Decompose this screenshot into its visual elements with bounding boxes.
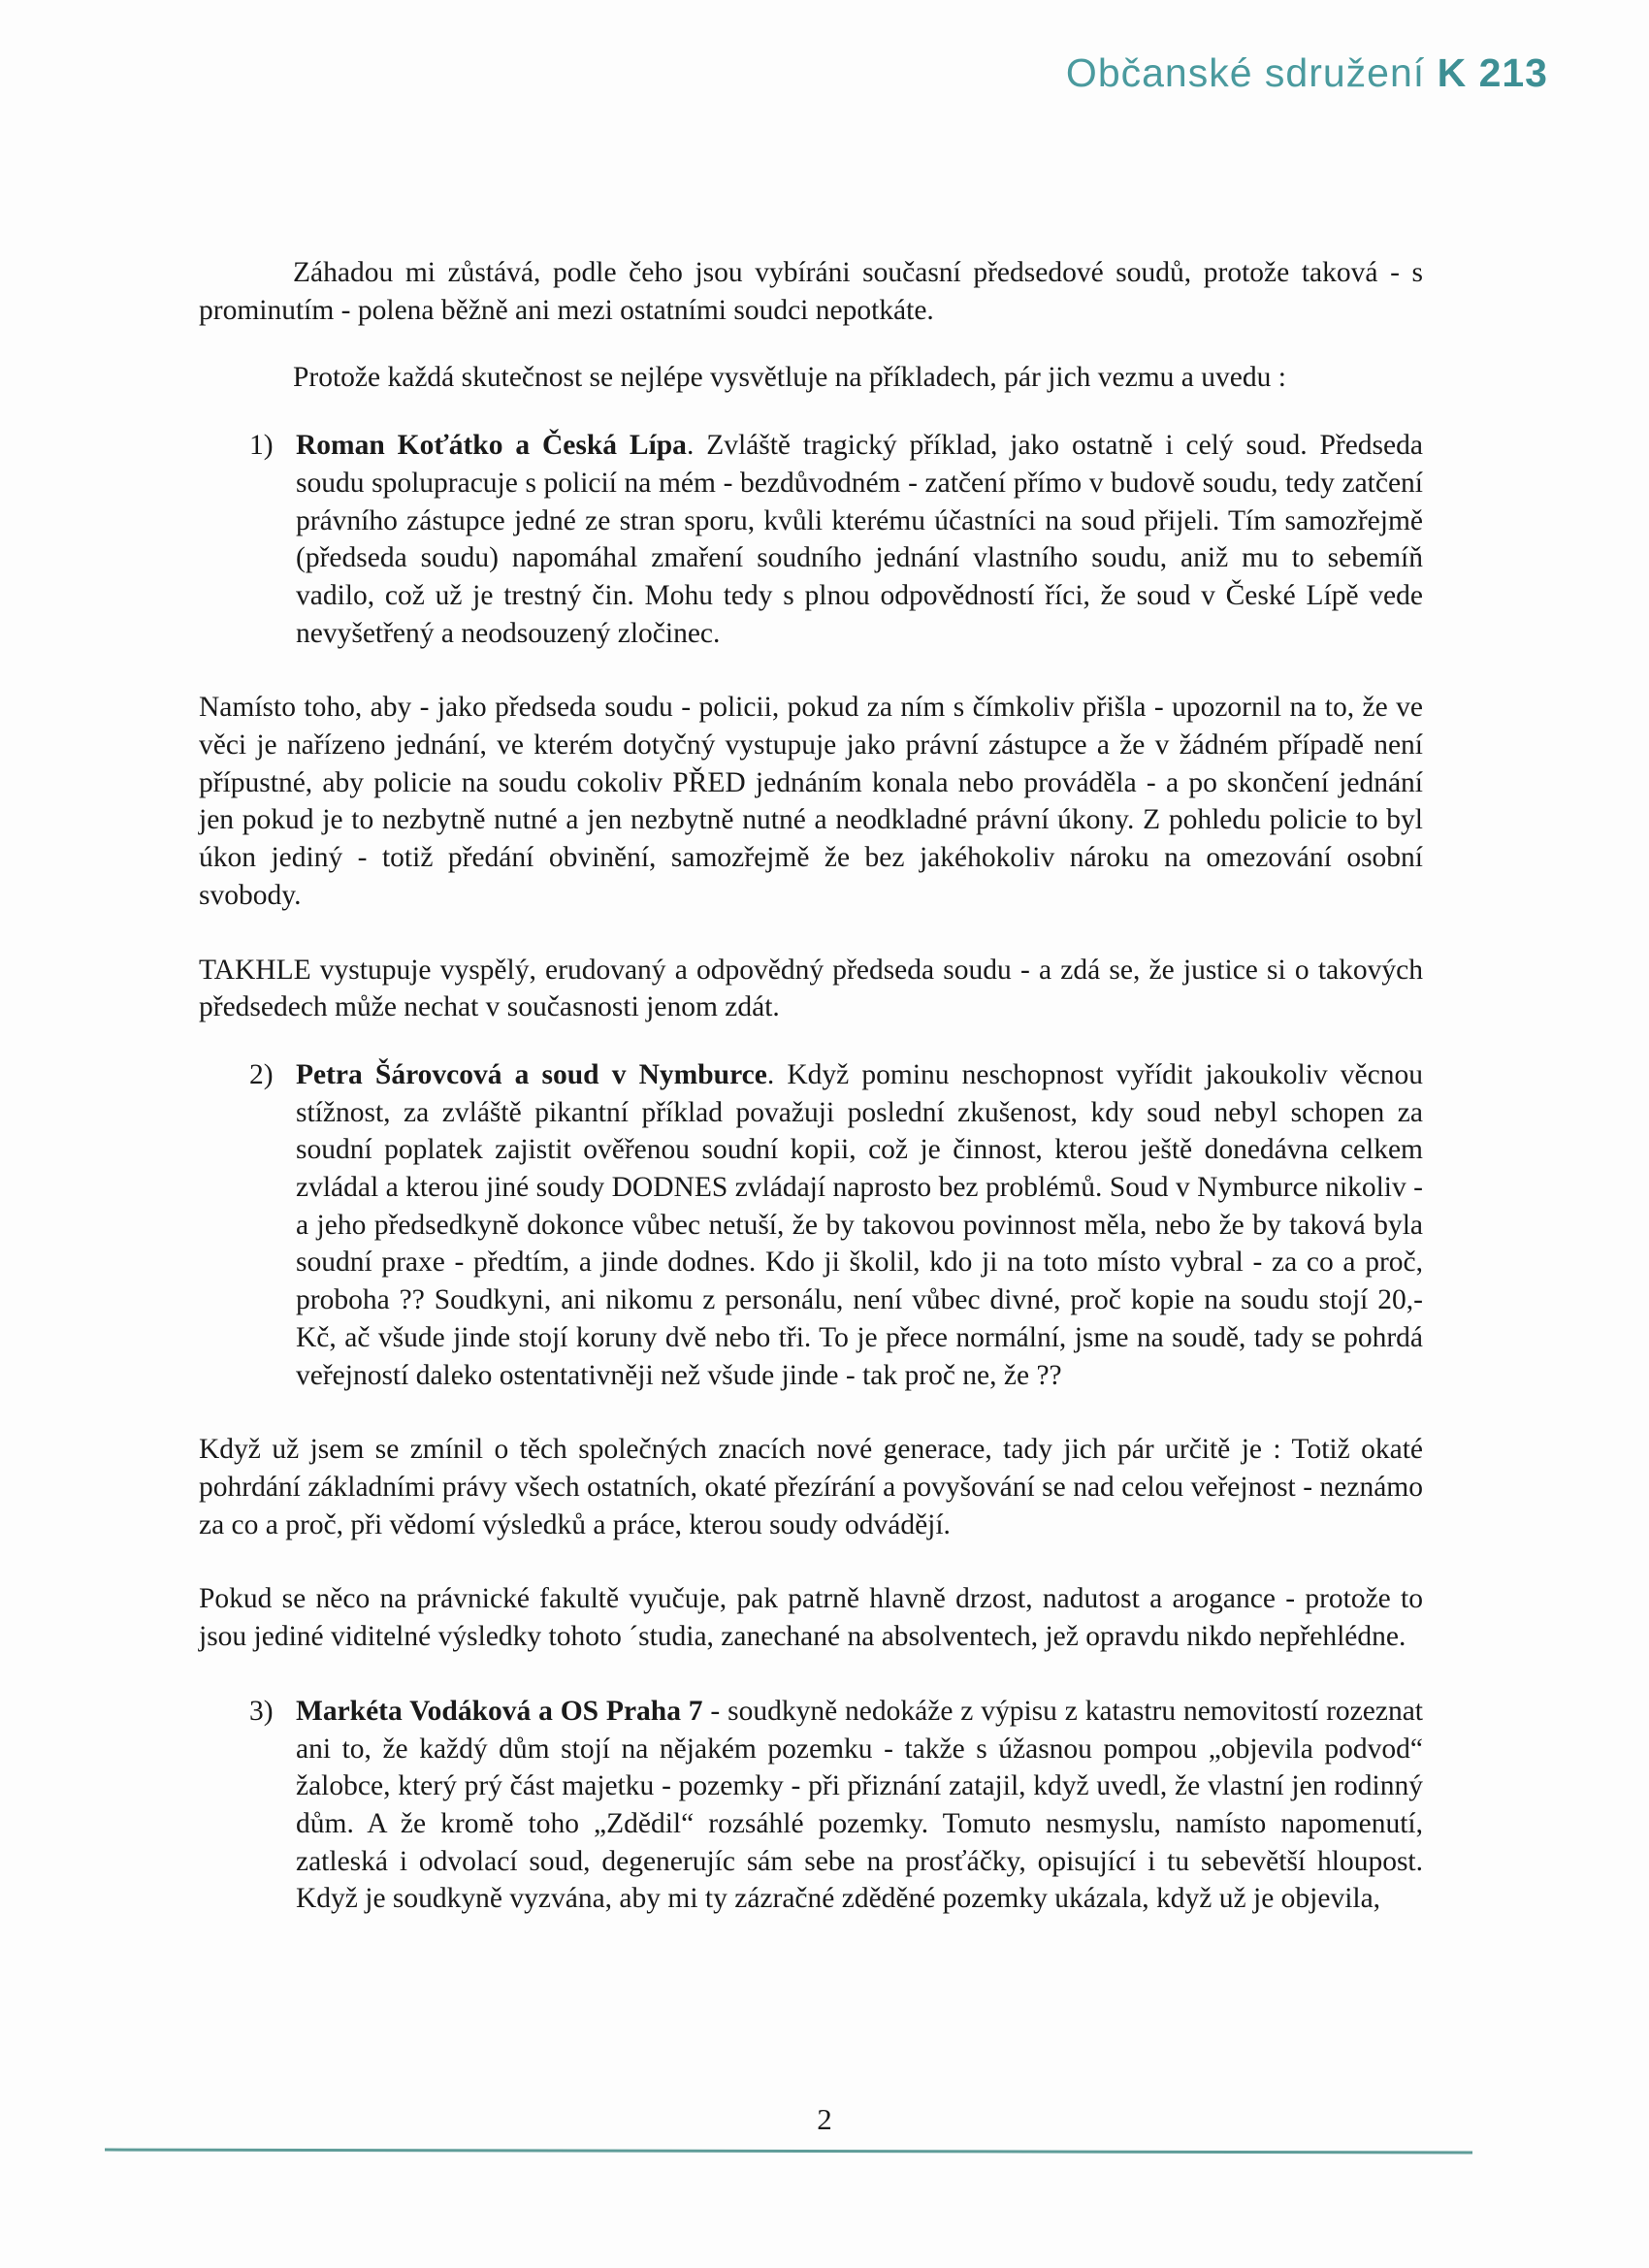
document-body: [199, 254, 1423, 1918]
letterhead: [1066, 50, 1548, 96]
paragraph-intro: Záhadou mi zůstává, podle čeho jsou vybíráni současní předsedové soudů, protože taková - s prominutím - polena běžně ani mezi ostatními soudci nepotkáte.: [199, 257, 1423, 326]
list-item-title: Petra Šárovcová a soud v Nymburce: [296, 1058, 767, 1090]
list-item-text: - soudkyně nedokáže z výpisu z katastru nemovitostí rozeznat ani to, že každý dům stojí na nějakém pozemku - takže s úžasnou pompou „objevila podvod“ žalobce, který prý část majetku - pozemky - při přiznání zatajil, když uvedl, že vlastní jen rodinný dům. A že kromě toho „Zdědil“ rozsáhlé pozemky. Tomuto nesmyslu, namísto napomenutí, zatleská i odvolací soud, degenerujíc sám sebe na prosťáčky, opisující i tu sebevětší hloupost. Když je soudkyně vyzvána, aby mi ty zázračné zděděné pozemky ukázala, když už je objevila,: [296, 1695, 1424, 1915]
paragraph-examples-intro: Protože každá skutečnost se nejlépe vysvětluje na příkladech, pár jich vezmu a uvedu :: [293, 362, 1286, 394]
paragraph: TAKHLE vystupuje vyspělý, erudovaný a odpovědný předseda soudu - a zdá se, že justice si o takových předsedech může nechat v současnosti jenom zdát.: [199, 954, 1423, 1023]
list-item: [199, 1056, 1423, 1394]
org-name: Občanské sdružení: [1065, 50, 1426, 95]
list-item-text: . Když pominu neschopnost vyřídit jakoukoliv věcnou stížnost, za zvláště pikantní příklad považuji poslední zkušenost, kdy soud nebyl schopen za soudní poplatek zajistit ověřenou soudní kopii, což je činnost, kterou ještě donedávna celkem zvládal a kterou jiné soudy DODNES zvládají naprosto bez problémů. Soud v Nymburce nikoliv - a jeho předsedkyně dokonce vůbec netuší, že by takovou povinnost měla, nebo že by taková byla soudní praxe - předtím, a jinde dodnes. Kdo ji školil, kdo ji na toto místo vybral - za co a proč, proboha ?? Soudkyni, ani nikomu z personálu, není vůbec divné, proč kopie na soudu stojí 20,- Kč, ač všude jinde stojí koruny dvě nebo tři. To je přece normální, jsme na soudě, tady se pohrdá veřejností daleko ostentativněji než všude jinde - tak proč ne, že ??: [296, 1058, 1423, 1391]
paragraph: Když už jsem se zmínil o těch společných znacích nové generace, tady jich pár určitě je : Totiž okaté pohrdání základními právy všech ostatních, okaté přezírání a povyšování se nad celou veřejnost - neznámo za co a proč, při vědomí výsledků a práce, kterou soudy odvádějí.: [199, 1434, 1423, 1540]
list-number: 1): [249, 430, 274, 462]
paragraph: Pokud se něco na právnické fakultě vyučuje, pak patrně hlavně drzost, nadutost a arogance - protože to jsou jediné viditelné výsledky tohoto ´studia, zanechané na absolventech, jež opravdu nikdo nepřehlédne.: [199, 1583, 1423, 1653]
list-item-text: . Zvláště tragický příklad, jako ostatně i celý soud. Předseda soudu spolupracuje s policií na mém - bezdůvodném - zatčení přímo v budově soudu, tedy zatčení právního zástupce jedné ze stran sporu, kvůli kterému účastníci na soud přijeli. Tím samozřejmě (předseda soudu) napomáhal zmaření soudního jednání vlastního soudu, aniž mu to sebemíň vadilo, což už je trestný čin. Mohu tedy s plnou odpovědností říci, že soud v České Lípě vede nevyšetřený a neodsouzený zločinec.: [296, 430, 1423, 649]
list-number: 3): [249, 1695, 274, 1727]
org-code: K 213: [1437, 50, 1548, 95]
list-item: [199, 427, 1423, 652]
list-item: [199, 1693, 1423, 1918]
list-item-title: Markéta Vodáková a OS Praha 7: [296, 1695, 703, 1727]
list-number: 2): [249, 1058, 274, 1090]
list-item-title: Roman Koťátko a Česká Lípa: [296, 430, 687, 462]
paragraph: Namísto toho, aby - jako předseda soudu - policii, pokud za ním s čímkoliv přišla - upozornil na to, že ve věci je nařízeno jednání, ve kterém dotyčný vystupuje jako právní zástupce a že v žádném případě není přípustné, aby policie na soudu cokoliv PŘED jednáním konala nebo prováděla - a po skončení jednání jen pokud je to nezbytně nutné a jen nezbytně nutné a neodkladné právní úkony. Z pohledu policie to byl úkon jediný - totiž předání obvinění, samozřejmě že bez jakéhokoliv nároku na omezování osobní svobody.: [199, 692, 1423, 911]
footer-rule: [105, 2149, 1472, 2155]
page-number: 2: [817, 2102, 832, 2136]
